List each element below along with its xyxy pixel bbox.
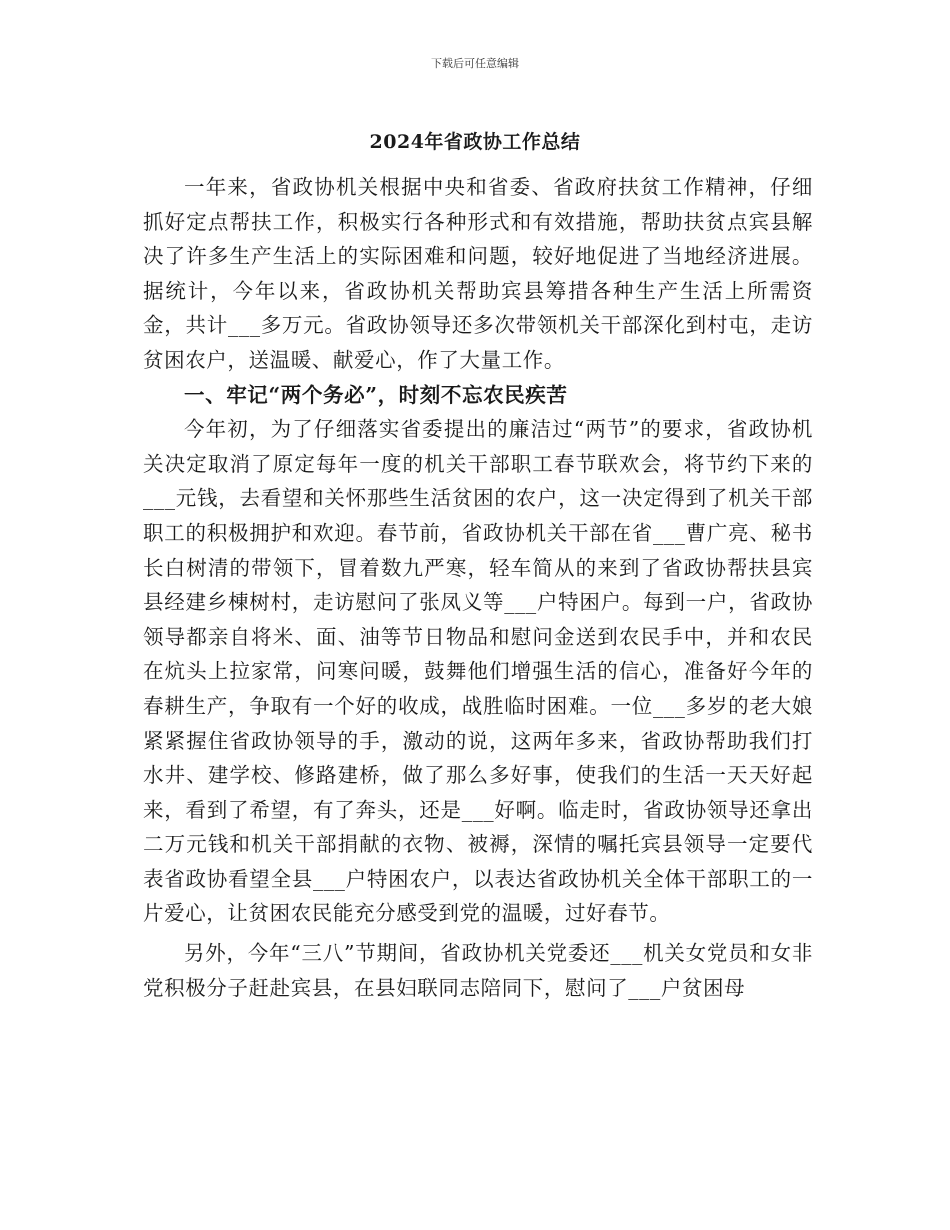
document-title: 2024年省政协工作总结	[369, 131, 581, 153]
paragraph-section-1: 今年初，为了仔细落实省委提出的廉洁过“两节”的要求，省政协机关决定取消了原定每年一度的机关干部职工春节联欢会，将节约下来的___元钱，去看望和关怀那些生活贫困的农户，这一决定得到了机关干部职工的积极拥护和欢迎。春节前，省政协机关干部在省___曹广亮、秘书长白树清的带领下，冒着数九严寒，轻车简从的来到了省政协帮扶县宾县经建乡棟树村，走访慰问了张凤义等___户特困户。每到一户，省政协领导都亲自将米、面、油等节日物品和慰问金送到农民手中，并和农民在炕头上拉家常，问寒问暖，鼓舞他们增强生活的信心，准备好今年的春耕生产，争取有一个好的收成，战胜临时困难。一位___多岁的老大娘紧紧握住省政协领导的手，激动的说，这两年多来，省政协帮助我们打水井、建学校、修路建桥，做了那么多好事，使我们的生活一天天好起来，看到了希望，有了奔头，还是___好啊。临走时，省政协领导还拿出二万元钱和机关干部捐献的衣物、被褥，深情的嘱托宾县领导一定要代表省政协看望全县___户特困农户，以表达省政协机关全体干部职工的一片爱心，让贫困农民能充分感受到党的温暖，过好春节。	[143, 417, 813, 926]
section-heading-1: 一、牢记“两个务必”，时刻不忘农民疾苦	[184, 382, 568, 407]
paragraph-intro: 一年来，省政协机关根据中央和省委、省政府扶贫工作精神，仔细抓好定点帮扶工作，积极实行各种形式和有效措施，帮助扶贫点宾县解决了许多生产生活上的实际困难和问题，较好地促进了当地经济进展。据统计，今年以来，省政协机关帮助宾县筹措各种生产生活上所需资金，共计___多万元。省政协领导还多次带领机关干部深化到村屯，走访贫困农户，送温暖、献爱心，作了大量工作。	[143, 175, 813, 372]
document-body	[143, 170, 813, 1005]
paragraph-section-1-continued: 另外，今年“三八”节期间，省政协机关党委还___机关女党员和女非党积极分子赶赴宾县，在县妇联同志陪同下，慰问了___户贫困母	[143, 941, 813, 1000]
page-header-note: 下载后可任意编辑	[431, 57, 519, 70]
